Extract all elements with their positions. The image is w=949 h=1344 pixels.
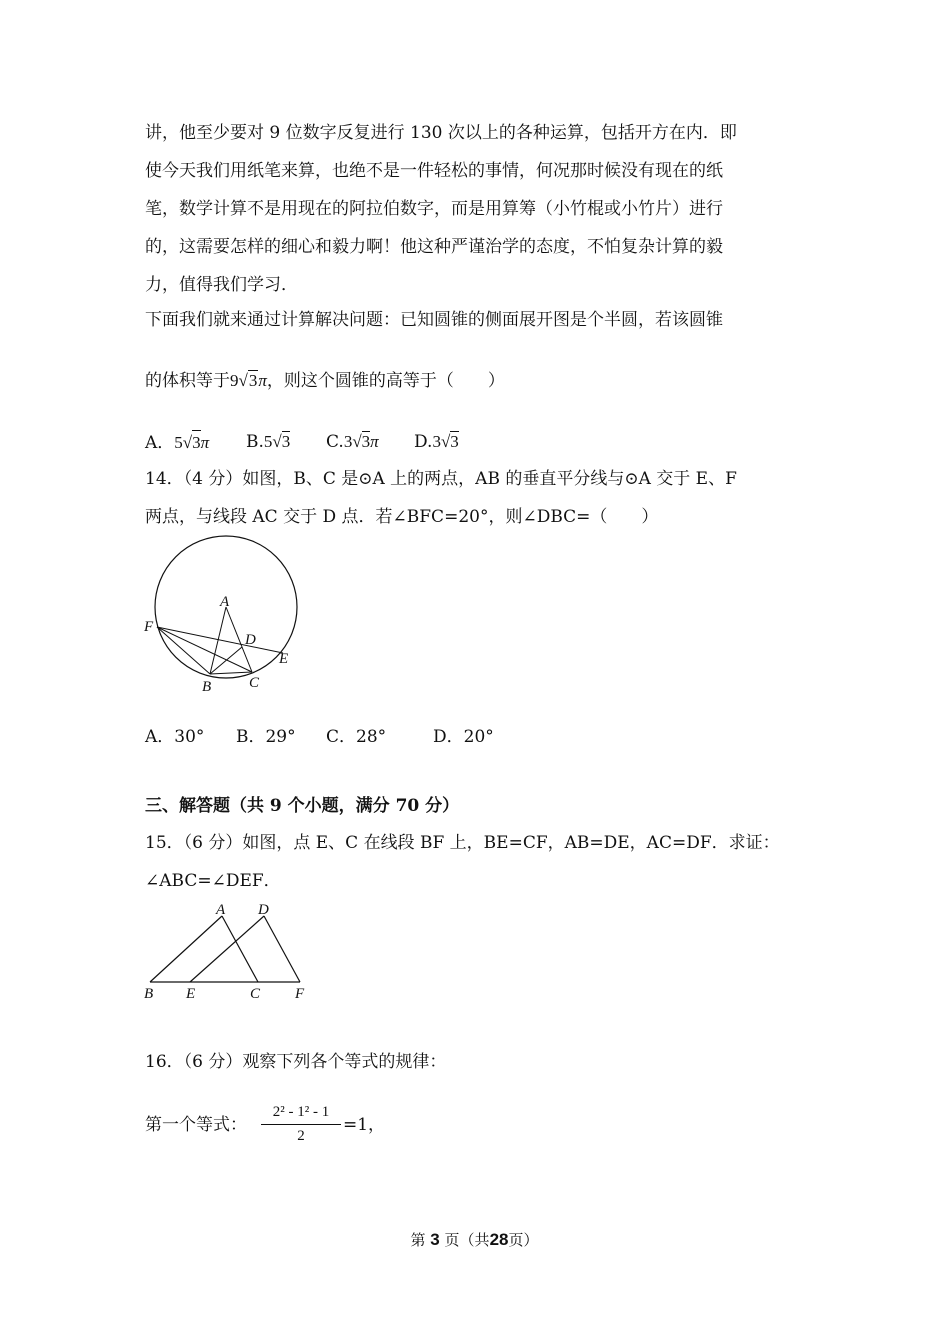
line-bc	[210, 672, 252, 674]
q14-circle-figure	[140, 532, 310, 697]
q15-triangles-figure	[140, 898, 315, 1003]
volume-radicand: 3	[248, 371, 258, 390]
q16-first-label: 第一个等式：	[145, 1115, 247, 1135]
label-d: D	[245, 632, 256, 648]
q13-choice-c: C.3√3π	[326, 432, 379, 452]
choice-b-label: B.	[246, 432, 264, 452]
choice-c-radicand: 3	[361, 432, 371, 451]
q13-choice-d: D.3√3	[414, 432, 459, 452]
choice-a-coef: 5	[174, 433, 183, 452]
q14-choice-a: A．30°	[145, 727, 205, 747]
footer-suffix: 页）	[508, 1231, 539, 1249]
label-a: A	[220, 594, 230, 610]
footer-prefix: 第	[410, 1231, 426, 1249]
line-bd	[210, 647, 242, 674]
choice-c-pi: π	[370, 432, 379, 451]
label-e: E	[279, 651, 289, 667]
q16-line-1: 16．（6 分）观察下列各个等式的规律：	[145, 1052, 447, 1072]
choice-d-label: D.	[414, 432, 433, 452]
passage-line-3: 笔，数学计算不是用现在的阿拉伯数字，而是用算筹（小竹棍或小竹片）进行	[145, 199, 723, 219]
q14-line-1: 14．（4 分）如图，B、C 是⊙A 上的两点，AB 的垂直平分线与⊙A 交于 E、F	[145, 469, 737, 489]
passage-line-7	[145, 369, 505, 393]
segment-df	[264, 916, 300, 982]
q14-choice-c: C．28°	[326, 727, 387, 747]
q13-choice-b: B.5√3	[246, 432, 291, 452]
line-fb	[157, 627, 210, 674]
choice-d-coef: 3	[432, 432, 441, 451]
segment-ba	[150, 916, 222, 982]
label-c: C	[249, 675, 260, 691]
volume-sqrt: √3	[238, 371, 258, 390]
volume-prefix: 的体积等于	[145, 371, 230, 391]
fraction-denominator: 2	[297, 1128, 305, 1144]
fraction-numerator: 2² - 1² - 1	[261, 1102, 341, 1125]
footer-middle: 页（共	[444, 1231, 490, 1249]
q16-result: =1，	[343, 1115, 386, 1135]
q13-choice-a: A．5√3π	[145, 430, 209, 455]
label-b: B	[202, 679, 212, 695]
label-f: F	[295, 986, 305, 1002]
choice-b-radicand: 3	[281, 432, 291, 451]
q15-line-2: ∠ABC=∠DEF．	[145, 871, 281, 891]
passage-line-5: 力，值得我们学习．	[145, 275, 298, 295]
choice-a-radicand: 3	[192, 430, 201, 455]
passage-line-4: 的，这需要怎样的细心和毅力啊！他这种严谨治学的态度，不怕复杂计算的毅	[145, 237, 723, 257]
label-b: B	[144, 986, 154, 1002]
choice-a-label: A．	[145, 433, 175, 453]
label-d: D	[258, 902, 269, 918]
choice-c-coef: 3	[343, 432, 353, 451]
q14-line-2: 两点，与线段 AC 交于 D 点．若∠BFC=20°，则∠DBC=（ ）	[145, 507, 659, 527]
passage-line-6: 下面我们就来通过计算解决问题：已知圆锥的侧面展开图是个半圆，若该圆锥	[145, 310, 723, 330]
section-3-title: 三、解答题（共 9 个小题，满分 70 分）	[145, 796, 460, 816]
passage-line-1: 讲，他至少要对 9 位数字反复进行 130 次以上的各种运算，包括开方在内．即	[145, 123, 737, 143]
volume-suffix: ，则这个圆锥的高等于（ ）	[266, 371, 505, 391]
label-c: C	[250, 986, 261, 1002]
q14-choice-b: B．29°	[236, 727, 296, 747]
footer-page-number: 3	[430, 1230, 440, 1249]
passage-line-2: 使今天我们用纸笔来算，也绝不是一件轻松的事情，何况那时候没有现在的纸	[145, 161, 723, 181]
volume-pi: π	[258, 371, 267, 390]
label-e: E	[186, 986, 196, 1002]
label-f: F	[144, 619, 154, 635]
label-a: A	[216, 902, 226, 918]
choice-b-coef: 5	[263, 432, 273, 451]
q16-fraction	[261, 1102, 341, 1147]
choice-d-radicand: 3	[450, 432, 459, 451]
footer-total-pages: 28	[489, 1230, 509, 1249]
page-footer	[0, 1228, 949, 1252]
q15-line-1: 15．（6 分）如图，点 E、C 在线段 BF 上，BE=CF，AB=DE，AC=DF．求证：	[145, 833, 780, 853]
volume-coef: 9	[230, 371, 239, 390]
line-fc	[157, 627, 252, 672]
choice-c-label: C.	[326, 432, 344, 452]
q14-choice-d: D．20°	[433, 727, 494, 747]
choice-a-pi: π	[200, 433, 210, 452]
